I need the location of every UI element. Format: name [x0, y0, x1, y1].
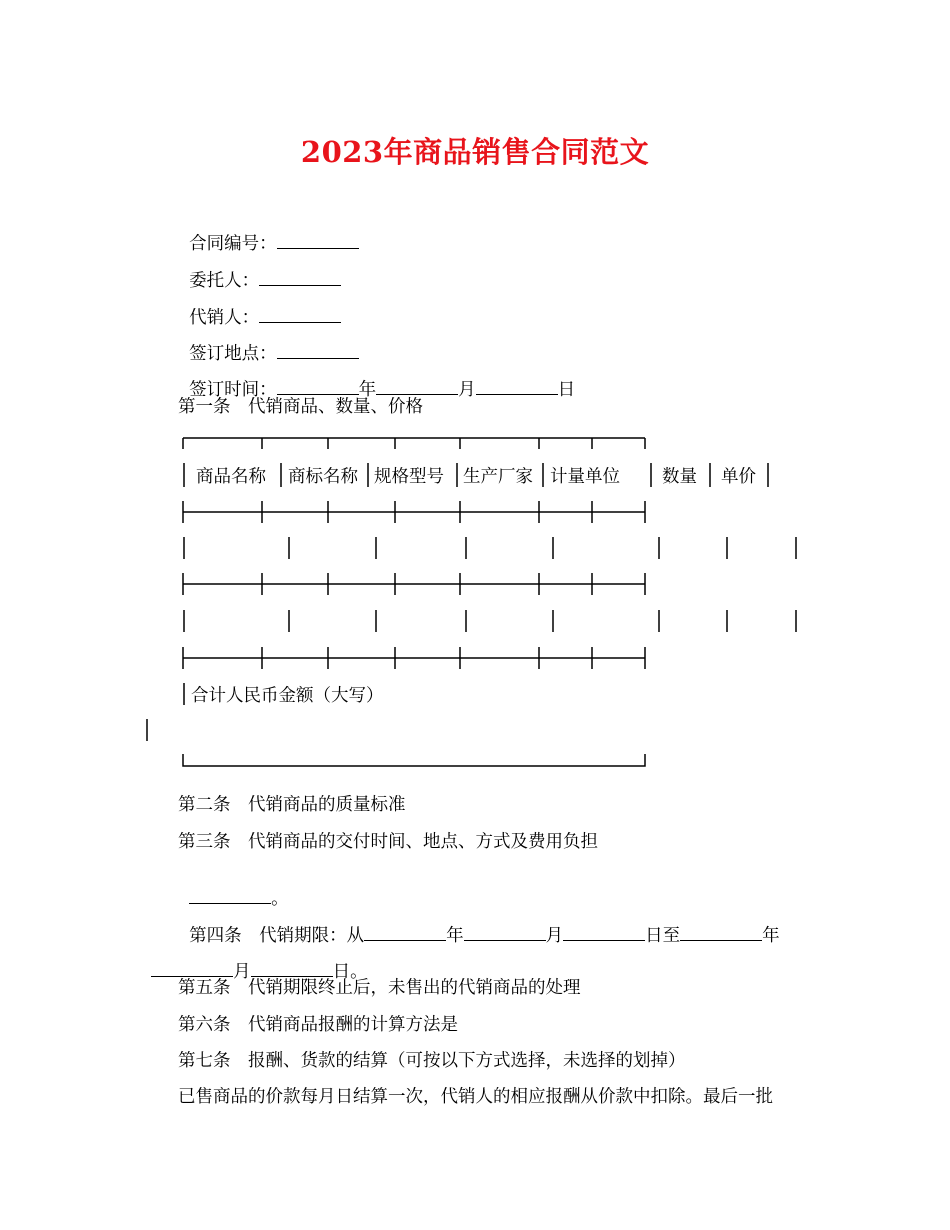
year-label: 年 — [358, 380, 377, 400]
article-4-prefix: 第四条 代销期限：从 — [189, 926, 365, 946]
period-start-month-blank[interactable] — [464, 924, 546, 941]
signing-time-label: 签订时间： — [189, 380, 277, 400]
article-6: 第六条 代销商品报酬的计算方法是 — [178, 1015, 458, 1035]
article-4-month2: 月 — [233, 962, 251, 982]
period-start-day-blank[interactable] — [563, 924, 645, 941]
header-product-name: 商品名称 — [196, 467, 266, 487]
period-end-year-blank[interactable] — [680, 924, 762, 941]
header-unit: 计量单位 — [550, 467, 620, 487]
month-label: 月 — [458, 380, 476, 400]
document-title: 2023年商品销售合同范文 — [300, 135, 650, 169]
header-unit-price: 单价 — [721, 467, 756, 487]
consignor-label: 委托人： — [189, 271, 260, 291]
article-4-day-end: 日。 — [332, 962, 368, 982]
article-2: 第二条 代销商品的质量标准 — [178, 795, 406, 815]
contract-number-label: 合同编号： — [189, 234, 277, 254]
article-4-year2: 年 — [762, 926, 780, 946]
header-spec-model: 规格型号 — [374, 467, 444, 487]
place-label: 签订地点： — [189, 344, 277, 364]
article-3: 第三条 代销商品的交付时间、地点、方式及费用负担 — [178, 832, 598, 852]
article-4-month: 月 — [545, 926, 564, 946]
settlement-paragraph: 已售商品的价款每月日结算一次，代销人的相应报酬从价款中扣除。最后一批 — [178, 1087, 773, 1107]
article-5: 第五条 代销期限终止后，未售出的代销商品的处理 — [178, 978, 581, 998]
agent-label: 代销人： — [189, 308, 260, 328]
header-brand-name: 商标名称 — [288, 467, 358, 487]
article-4-day-to: 日至 — [645, 926, 681, 946]
article-4-year: 年 — [446, 926, 464, 946]
article-7: 第七条 报酬、货款的结算（可按以下方式选择，未选择的划掉） — [178, 1051, 686, 1071]
article-3-end: 。 — [271, 889, 289, 909]
article-1: 第一条 代销商品、数量、价格 — [178, 397, 423, 417]
total-amount-label: 合计人民币金额（大写） — [191, 686, 384, 706]
header-quantity: 数量 — [662, 467, 697, 487]
period-start-year-blank[interactable] — [364, 924, 446, 941]
header-manufacturer: 生产厂家 — [463, 467, 533, 487]
day-label: 日 — [557, 380, 576, 400]
